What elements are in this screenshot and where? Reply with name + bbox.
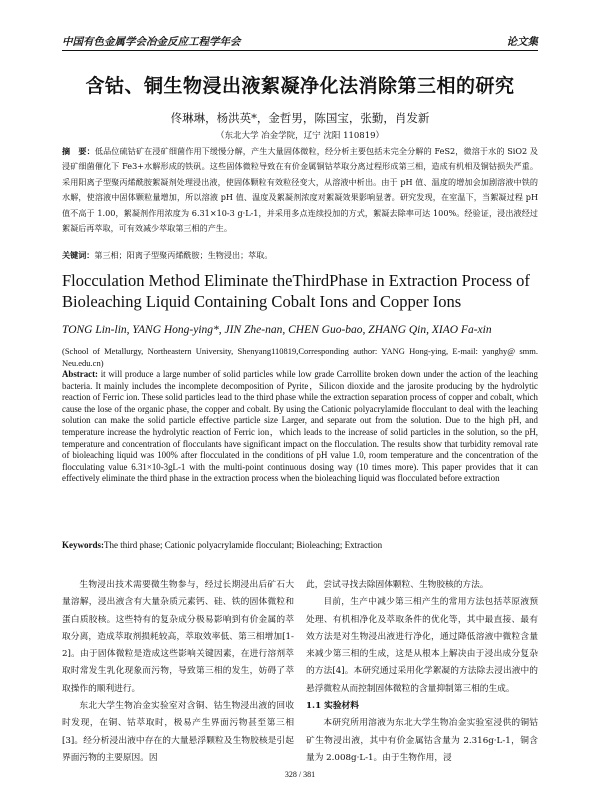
english-authors: TONG Lin-lin, YANG Hong-ying*, JIN Zhe-nan, CHEN Guo-bao, ZHANG Qin, XIAO Fa-xin (62, 324, 492, 336)
english-abstract-text: it will produce a large number of solid particles while low grade Carrollite broken down under the action of the leaching bacteria. It mainly includes the incomplete decomposition of Pyrite，Silicon dioxide and the jarosite producing by the hydrolytic reaction of Ferric ion. These solid particles lead to the third phase while the extraction separation process of copper and cobalt, which cause the lose of the organic phase, the copper and cobalt. By using the Cationic polyacrylamide flocculant to deal with the leaching solution can make the solid particle effective particle size Larger, and separate out from the solution. Due to the high pH, and temperature increase the hydrolytic reaction of Ferric ion，which leads to the increase of solid particles in the solution, so the pH, temperature and concentration of flocculants have significant impact on the flocculation. The results show that turbidity removal rate of bioleaching liquid was 100% after flocculated in the conditions of pH value 1.0, room temperature and the concentration of the flocculating value 6.31×10-3gL-1 with the multi-point continuous dosing way (10 times more). This paper provides that it can effectively eliminate the third phase in the extraction process when the bioleaching liquid was flocculated before extraction (62, 369, 538, 484)
page-number: 328 / 381 (284, 770, 316, 779)
chinese-keywords-text: 第三相；阳离子型聚丙烯酰胺；生物浸出；萃取。 (94, 250, 273, 260)
header-rule (62, 50, 538, 51)
chinese-title: 含钴、铜生物浸出液絮凝净化法消除第三相的研究 (85, 75, 515, 97)
english-keywords (62, 540, 538, 550)
body-left-column (62, 577, 294, 767)
chinese-abstract-text: 低品位硫钴矿在浸矿细菌作用下缓慢分解，产生大量固体微粒，经分析主要包括未完全分解的 FeS2，微溶于水的 SiO2 及浸矿细菌催化下 Fe3+水解形成的铁矾。这些固体微粒导致在有价金属铜钴萃取分离过程形成第三相，造成有机相及铜钴损失严重。采用阳离子型聚丙烯酰胺絮凝剂处理浸出液，使固体颗粒有效粒径变大，从溶液中析出。由于 pH 值、温度的增加会加剧溶液中铁的水解，使溶液中固体颗粒量增加，所以溶液 pH 值、温度及絮凝剂浓度对絮凝效果影响显著。研究发现，在室温下，当絮凝过程 pH 值不高于 1.00，絮凝剂作用浓度为 6.31×10-3 g·L-1，并采用多点连续投加的方式，絮凝去除率可达 100%。经验证，浸出液经过絮凝后再萃取，可有效减少萃取第三相的产生。 (62, 146, 538, 234)
chinese-keywords (62, 250, 538, 261)
paragraph: 此，尝试寻找去除固体颗粒、生物胶核的方法。 (306, 580, 489, 590)
running-header (62, 34, 538, 50)
english-title: Flocculation Method Eliminate theThirdPhase in Extraction Process of Bioleaching Liquid Containing Cobalt Ions and Copper Ions (62, 271, 530, 311)
header-conference: 中国有色金属学会冶金反应工程学年会 (62, 36, 241, 48)
english-abstract-label: Abstract: (62, 369, 98, 379)
body-right-column (306, 577, 538, 767)
chinese-affiliation: （东北大学 冶金学院，辽宁 沈阳 110819） (215, 131, 385, 141)
chinese-authors: 佟琳琳，杨洪英*，金哲男，陈国宝，张勤，肖发新 (170, 111, 430, 125)
english-keywords-text: The third phase; Cationic polyacrylamide flocculant; Bioleaching; Extraction (104, 540, 383, 550)
paragraph: 本研究所用溶液为东北大学生物冶金实验室浸供的铜钴矿生物浸出液，其中有价金属钴含量为 2.316g·L-1，铜含量为 2.008g·L-1。由于生物作用，浸 (306, 718, 538, 763)
chinese-abstract (62, 144, 538, 236)
english-affiliation: (School of Metallurgy, Northeastern University, Shenyang110819,Corresponding author: YANG Hong-ying, E-mail: yanghy@ smm. Neu.edu.cn) (62, 346, 538, 368)
paragraph: 目前，生产中减少第三相产生的常用方法包括萃原液预处理、有机相净化及萃取条件的优化等，其中最直接、最有效方法是对生物浸出液进行净化，通过降低溶液中微粒含量来减少第三相的生成，这是从根本上解决由于浸出成分复杂的方法[4]。本研究通过采用化学絮凝的方法除去浸出液中的悬浮微粒从而控制固体微粒的含量抑制第三相的生成。 (306, 597, 538, 694)
header-section: 论文集 (506, 36, 538, 48)
chinese-keywords-label: 关键词： (62, 250, 95, 260)
english-keywords-label: Keywords: (62, 540, 104, 550)
section-heading: 1.1 实验材料 (306, 701, 359, 712)
english-abstract (62, 369, 538, 485)
paragraph: 生物浸出技术需要微生物参与，经过长期浸出后矿石大量溶解，浸出液含有大量杂质元素钙、硅、铁的固体微粒和蛋白质胶核。这些特有的复杂成分极易影响到有价金属的萃取分离，造成萃取剂损耗较高，萃取效率低、第三相增加[1-2]。由于固体微粒是造成这些影响关键因素，在进行溶剂萃取时常发生乳化现象而污物，导致第三相的发生，妨碍了萃取操作的顺利进行。 (62, 580, 294, 694)
chinese-abstract-label: 摘 要： (62, 146, 95, 156)
paragraph: 东北大学生物冶金实验室对含铜、钴生物浸出液的回收时发现，在铜、钴萃取时，极易产生界面污物甚至第三相[3]。经分析浸出液中存在的大量悬浮颗粒及生物胶核是引起界面污物的主要原因。因 (62, 701, 294, 763)
